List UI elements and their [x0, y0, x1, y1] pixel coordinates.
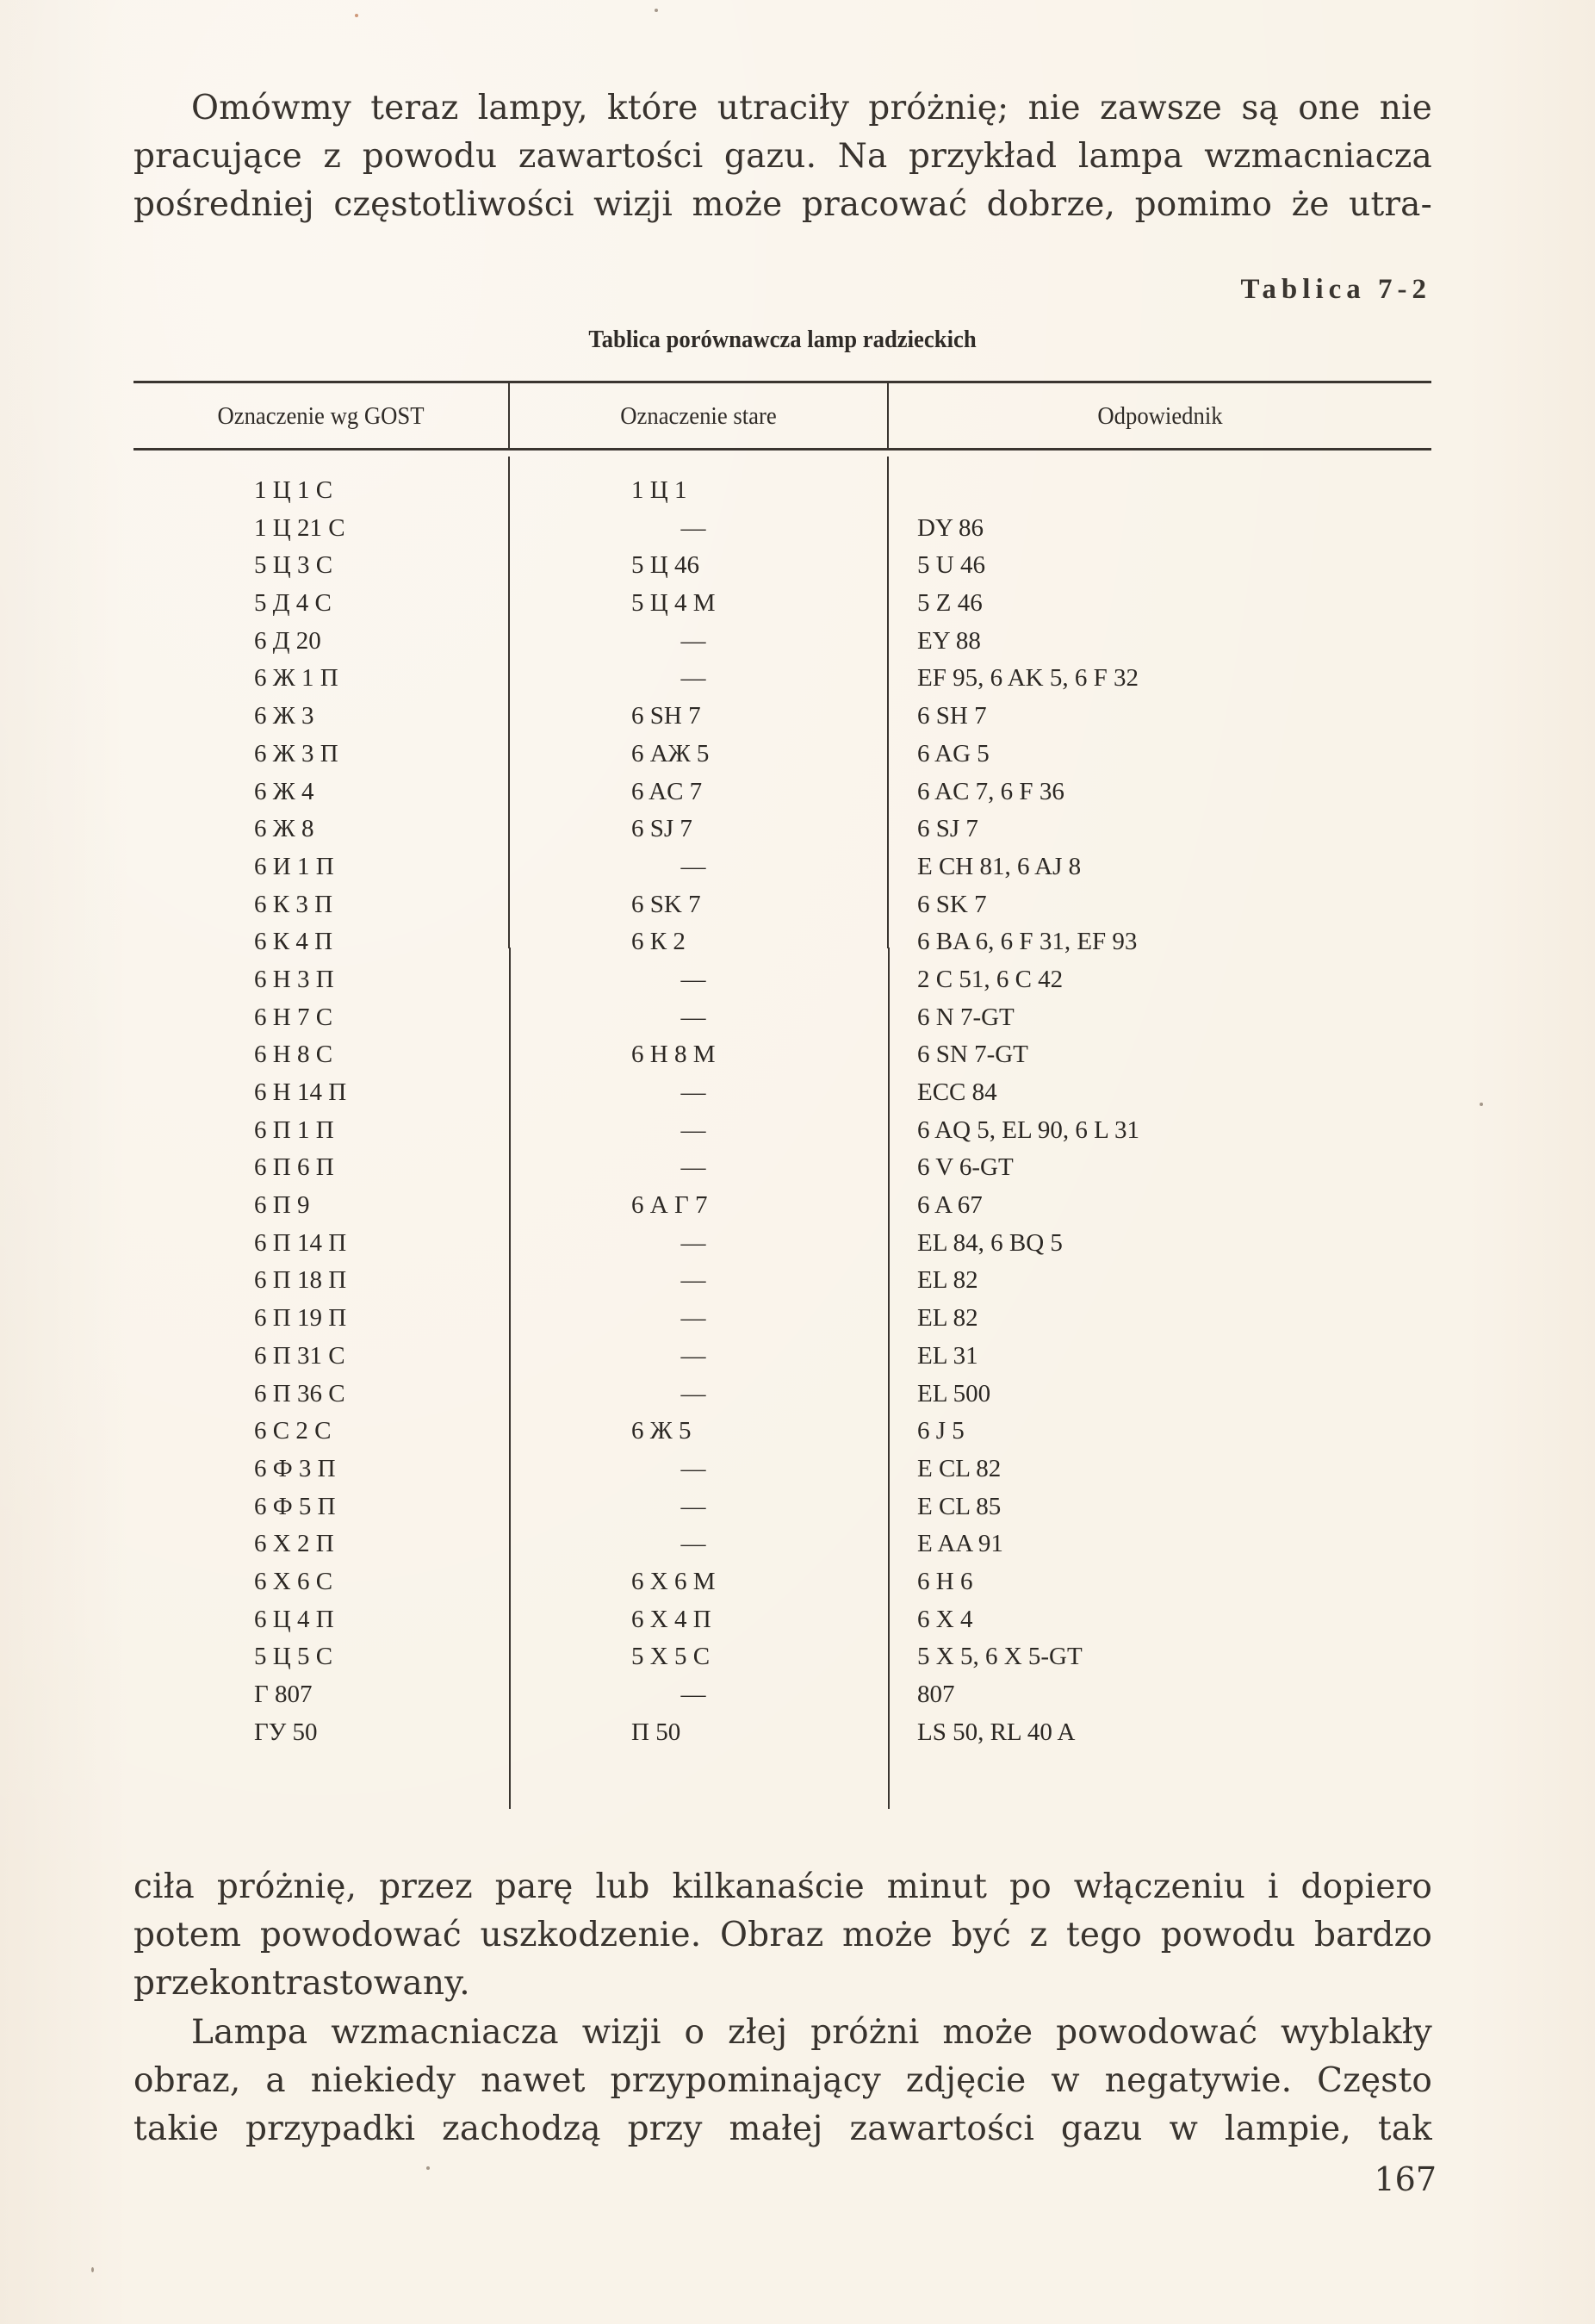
cell-old-designation: — [680, 1530, 706, 1558]
table-row [133, 1112, 1431, 1150]
cell-equivalent: 6 SK 7 [917, 890, 987, 918]
cell-equivalent: E CL 82 [917, 1454, 1002, 1482]
cell-equivalent: EL 500 [917, 1379, 991, 1407]
table-row [133, 698, 1431, 736]
cell-equivalent: 6 H 6 [917, 1567, 973, 1595]
table-row [133, 510, 1431, 548]
cell-old-designation: — [680, 513, 706, 542]
cell-old-designation: 5 Ц 46 [631, 551, 699, 580]
cell-equivalent: E CH 81, 6 AJ 8 [917, 852, 1082, 880]
paper-speck [655, 9, 658, 12]
cell-equivalent: EL 82 [917, 1266, 978, 1295]
table-row [133, 660, 1431, 698]
cell-gost-designation: 6 Ц 4 П [254, 1605, 334, 1633]
cell-equivalent: EF 95, 6 AK 5, 6 F 32 [917, 664, 1139, 693]
table-row [133, 1601, 1431, 1639]
table-row [133, 1413, 1431, 1451]
cell-gost-designation: 6 Д 20 [254, 626, 321, 655]
cell-gost-designation: 6 Ф 3 П [254, 1454, 336, 1482]
column-header-old-designation: Oznaczenie stare [620, 402, 777, 430]
cell-old-designation: — [680, 1681, 706, 1708]
cell-old-designation: 6 SK 7 [631, 890, 701, 918]
cell-equivalent: EL 84, 6 BQ 5 [917, 1228, 1063, 1257]
cell-old-designation: — [680, 1115, 706, 1144]
cell-gost-designation: 6 П 31 С [254, 1341, 345, 1370]
cell-old-designation: — [680, 1492, 706, 1520]
cell-old-designation: П 50 [631, 1718, 681, 1746]
table-row [133, 1451, 1431, 1488]
table-row [133, 923, 1431, 961]
cell-old-designation: 5 Ц 4 М [631, 589, 716, 618]
cell-gost-designation: 6 П 1 П [254, 1115, 334, 1144]
column-header-equivalent: Odpowiednik [1097, 402, 1223, 430]
cell-gost-designation: 6 Н 7 С [254, 1003, 333, 1031]
cell-equivalent: E AA 91 [917, 1530, 1003, 1558]
table-row [133, 961, 1431, 999]
cell-gost-designation: 6 Ж 1 П [254, 664, 338, 693]
cell-gost-designation: 5 Ц 5 С [254, 1643, 333, 1671]
cell-equivalent: EL 31 [917, 1341, 978, 1370]
cell-equivalent: 5 X 5, 6 X 5-GT [917, 1643, 1083, 1671]
table-row [133, 774, 1431, 811]
cell-gost-designation: 6 С 2 С [254, 1417, 332, 1445]
text-line: obraz, a niekiedy nawet przypominający zdjęcie w negatywie. Często [133, 2061, 1432, 2100]
cell-equivalent: 6 N 7-GT [917, 1003, 1015, 1031]
table-row [133, 848, 1431, 886]
cell-old-designation: — [680, 965, 706, 993]
cell-old-designation: — [680, 664, 706, 693]
text-line: potem powodować uszkodzenie. Obraz może być z tego powodu bardzo [133, 1916, 1432, 1954]
table-row [133, 1036, 1431, 1074]
cell-gost-designation: 6 Н 8 С [254, 1041, 333, 1069]
cell-old-designation: — [680, 626, 706, 655]
cell-gost-designation: 6 П 14 П [254, 1228, 347, 1257]
cell-equivalent: EY 88 [917, 626, 981, 655]
table-body [133, 472, 1431, 1751]
cell-gost-designation: 6 П 6 П [254, 1153, 334, 1182]
text-line: przekontrastowany. [133, 1964, 470, 2003]
column-header-gost: Oznaczenie wg GOST [217, 402, 425, 430]
text-line: ciła próżnię, przez parę lub kilkanaście minut po włączeniu i dopiero [133, 1867, 1432, 1906]
table-row [133, 1526, 1431, 1563]
cell-gost-designation: 6 К 3 П [254, 890, 333, 918]
cell-equivalent: 6 SN 7-GT [917, 1041, 1028, 1069]
cell-gost-designation: 1 Ц 1 С [254, 476, 333, 504]
table-row [133, 886, 1431, 924]
cell-old-designation: — [680, 1304, 706, 1333]
cell-gost-designation: Г 807 [254, 1681, 313, 1708]
cell-gost-designation: 6 Х 2 П [254, 1530, 334, 1558]
cell-old-designation: 5 Х 5 С [631, 1643, 711, 1671]
table-row [133, 999, 1431, 1037]
cell-gost-designation: 5 Ц 3 С [254, 551, 333, 580]
cell-gost-designation: 6 К 4 П [254, 928, 333, 956]
cell-gost-designation: 6 П 18 П [254, 1266, 347, 1295]
cell-old-designation: 6 SJ 7 [631, 815, 692, 843]
cell-gost-designation: 6 П 19 П [254, 1304, 347, 1333]
table-row [133, 1149, 1431, 1187]
table-row [133, 736, 1431, 774]
cell-old-designation: — [680, 1341, 706, 1370]
cell-equivalent: 6 BA 6, 6 F 31, EF 93 [917, 928, 1138, 956]
text-line: pośredniej częstotliwości wizji może pracować dobrze, pomimo że utra- [133, 185, 1432, 224]
paper-speck [91, 2267, 94, 2272]
cell-equivalent: LS 50, RL 40 A [917, 1718, 1076, 1746]
cell-equivalent: 6 X 4 [917, 1605, 973, 1633]
table-row [133, 1376, 1431, 1414]
paragraph-continuation [133, 1863, 1432, 2008]
table-top-rule [133, 381, 1431, 383]
table-row [133, 1563, 1431, 1601]
cell-old-designation: 6 Х 6 М [631, 1567, 716, 1595]
cell-equivalent: 5 Z 46 [917, 589, 983, 618]
cell-old-designation: — [680, 1153, 706, 1182]
cell-gost-designation: ГУ 50 [254, 1718, 318, 1746]
cell-gost-designation: 6 Н 14 П [254, 1078, 347, 1106]
cell-equivalent: 807 [917, 1681, 955, 1708]
cell-old-designation: 6 Ж 5 [631, 1417, 692, 1445]
cell-old-designation: — [680, 1228, 706, 1257]
cell-old-designation: 6 SH 7 [631, 702, 701, 730]
table-row [133, 1676, 1431, 1714]
cell-old-designation: — [680, 1379, 706, 1407]
text-line: takie przypadki zachodzą przy małej zawartości gazu w lampie, tak [133, 2110, 1432, 2148]
column-divider [887, 383, 889, 448]
cell-gost-designation: 6 Ф 5 П [254, 1492, 336, 1520]
table-row [133, 1225, 1431, 1263]
page-number: 167 [1374, 2160, 1437, 2198]
cell-equivalent: 6 AC 7, 6 F 36 [917, 777, 1064, 805]
cell-gost-designation: 6 Н 3 П [254, 965, 334, 993]
table-row [133, 1300, 1431, 1338]
cell-old-designation: — [680, 1266, 706, 1295]
cell-equivalent: 6 J 5 [917, 1417, 965, 1445]
cell-old-designation: 1 Ц 1 [631, 476, 687, 504]
paper-speck [1480, 1103, 1483, 1106]
paper-speck [426, 2166, 430, 2170]
cell-old-designation: — [680, 1003, 706, 1031]
table-row [133, 1488, 1431, 1526]
table-row [133, 1262, 1431, 1300]
cell-gost-designation: 6 П 36 С [254, 1379, 345, 1407]
cell-equivalent: 6 A 67 [917, 1191, 983, 1220]
cell-equivalent: 2 C 51, 6 C 42 [917, 965, 1064, 993]
cell-gost-designation: 6 Ж 4 [254, 777, 314, 805]
cell-old-designation: — [680, 1078, 706, 1106]
text-line: pracujące z powodu zawartości gazu. Na przykład lampa wzmacniacza [133, 137, 1432, 176]
table-header-rule [133, 448, 1431, 451]
cell-equivalent: DY 86 [917, 513, 984, 542]
table-row [133, 623, 1431, 661]
table-row [133, 1338, 1431, 1376]
table-row [133, 1714, 1431, 1752]
text-line: Lampa wzmacniacza wizji o złej próżni może powodować wyblakły [191, 2013, 1432, 2052]
table-number-label: Tablica 7-2 [1240, 274, 1431, 305]
table-row [133, 547, 1431, 585]
cell-equivalent: ECC 84 [917, 1078, 997, 1106]
table-title: Tablica porównawcza lamp radzieckich [588, 326, 977, 353]
paper-speck [355, 14, 358, 17]
table-row [133, 811, 1431, 848]
cell-old-designation: 6 Н 8 М [631, 1041, 716, 1069]
table-row [133, 1074, 1431, 1112]
table-row [133, 472, 1431, 510]
cell-old-designation: — [680, 852, 706, 880]
cell-gost-designation: 6 П 9 [254, 1191, 310, 1220]
table-row [133, 585, 1431, 623]
cell-equivalent: 6 V 6-GT [917, 1153, 1014, 1182]
cell-gost-designation: 1 Ц 21 С [254, 513, 345, 542]
text-line: Omówmy teraz lampy, które utraciły próżnię; nie zawsze są one nie [191, 89, 1432, 127]
cell-old-designation: 6 А Г 7 [631, 1191, 708, 1220]
cell-old-designation: 6 AC 7 [631, 777, 703, 805]
cell-old-designation: 6 АЖ 5 [631, 739, 710, 767]
cell-equivalent: 5 U 46 [917, 551, 985, 580]
paragraph-video-amplifier [133, 2009, 1432, 2153]
cell-equivalent: 6 SJ 7 [917, 815, 978, 843]
cell-gost-designation: 6 И 1 П [254, 852, 334, 880]
cell-gost-designation: 5 Д 4 С [254, 589, 332, 618]
cell-old-designation: 6 Х 4 П [631, 1605, 711, 1633]
cell-gost-designation: 6 Ж 3 [254, 702, 314, 730]
cell-equivalent: EL 82 [917, 1304, 978, 1333]
cell-old-designation: — [680, 1454, 706, 1482]
cell-old-designation: 6 К 2 [631, 928, 686, 956]
cell-gost-designation: 6 Х 6 С [254, 1567, 333, 1595]
cell-gost-designation: 6 Ж 8 [254, 815, 314, 843]
table-row [133, 1638, 1431, 1676]
cell-equivalent: 6 AQ 5, EL 90, 6 L 31 [917, 1115, 1140, 1144]
table-row [133, 1187, 1431, 1225]
cell-gost-designation: 6 Ж 3 П [254, 739, 338, 767]
column-divider [508, 383, 510, 448]
cell-equivalent: E CL 85 [917, 1492, 1002, 1520]
cell-equivalent: 6 SH 7 [917, 702, 987, 730]
cell-equivalent: 6 AG 5 [917, 739, 990, 767]
paragraph-intro [133, 84, 1432, 229]
